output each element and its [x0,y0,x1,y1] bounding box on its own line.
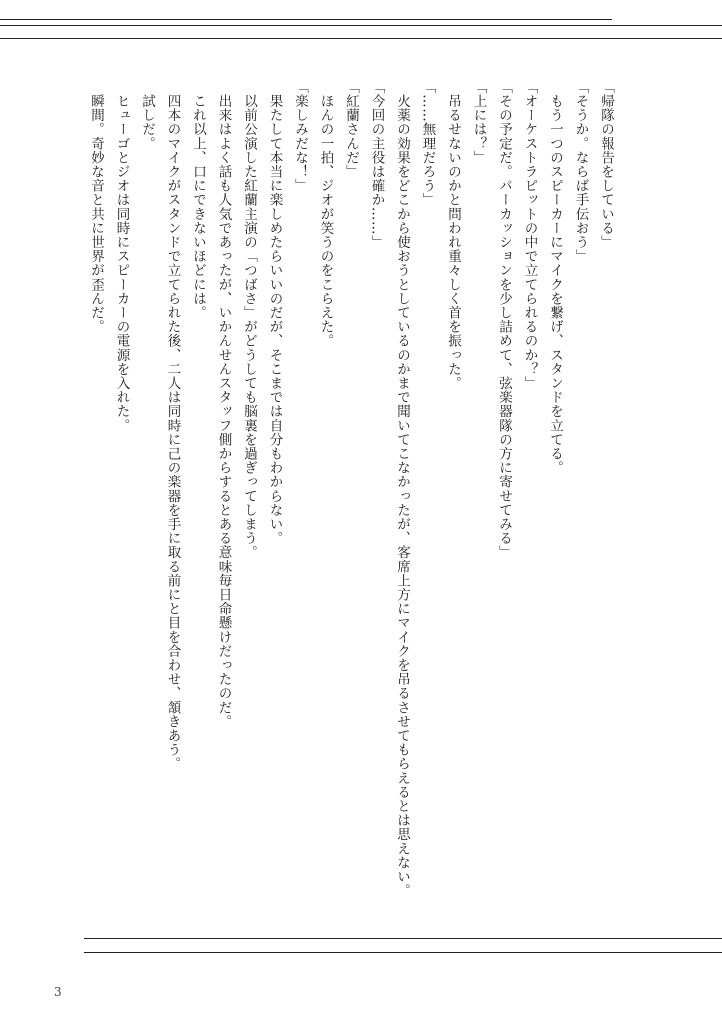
text-line: 出来はよく話も人気であったが、いかんせんスタッフ側からするとある意味毎日命懸けだったのだ。 [215,80,232,729]
top-rule [0,38,722,39]
text-line: 瞬間。奇妙な音と共に世界が歪んだ。 [88,80,104,334]
bottom-rule [84,938,722,939]
text-line: 果たして本当に楽しめたらいいのだが、そこまでは自分もわからない。 [266,80,283,546]
text-line: ほんの一拍、ジオが笑うのをこらえた。 [317,80,334,348]
text-line: 火薬の効果をどこから使おうとしているのかまで聞いてこなかったが、客席上方にマイクを吊るさせてもらえるとは思えない。 [394,80,410,898]
text-line: 「楽しみだな！」 [292,80,308,193]
text-line: 四本のマイクがスタンドで立てられた後、二人は同時に己の楽器を手に取る前にと目を合わせ、頷きあう。 [164,80,181,771]
top-rule [0,19,612,20]
text-line: これ以上、口にできないほどには。 [190,80,206,320]
text-line: 「紅蘭さんだ」 [343,80,359,179]
page-number: 3 [54,985,62,999]
text-line: 「その予定だ。パーカッションを少し詰めて、弦楽器隊の方に寄せてみる」 [496,80,512,560]
text-line: 試しだ。 [139,80,155,151]
text-line: 「オーケストラピットの中で立てられるのか？」 [521,80,538,391]
top-rule [0,25,722,26]
text-line: 「……無理だろう」 [419,80,436,207]
text-line: ヒューゴとジオは同時にスピーカーの電源を入れた。 [113,80,130,433]
text-line: 「今回の主役は確か……」 [368,80,385,250]
text-line: もう一つのスピーカーにマイクを繋げ、スタンドを立てる。 [547,80,563,475]
text-line: 「そうか。ならば手伝おう」 [572,80,589,264]
text-line: 「帰隊の報告をしている」 [598,80,614,250]
bottom-rule [84,952,722,953]
text-line: 「上には？」 [470,80,487,165]
text-line: 以前公演した紅蘭主演の「つばさ」がどうしても脳裏を過ぎってしまう。 [241,80,257,560]
text-line: 吊るせないのかと問われ重々しく首を振った。 [445,80,461,391]
body-text [78,80,618,910]
